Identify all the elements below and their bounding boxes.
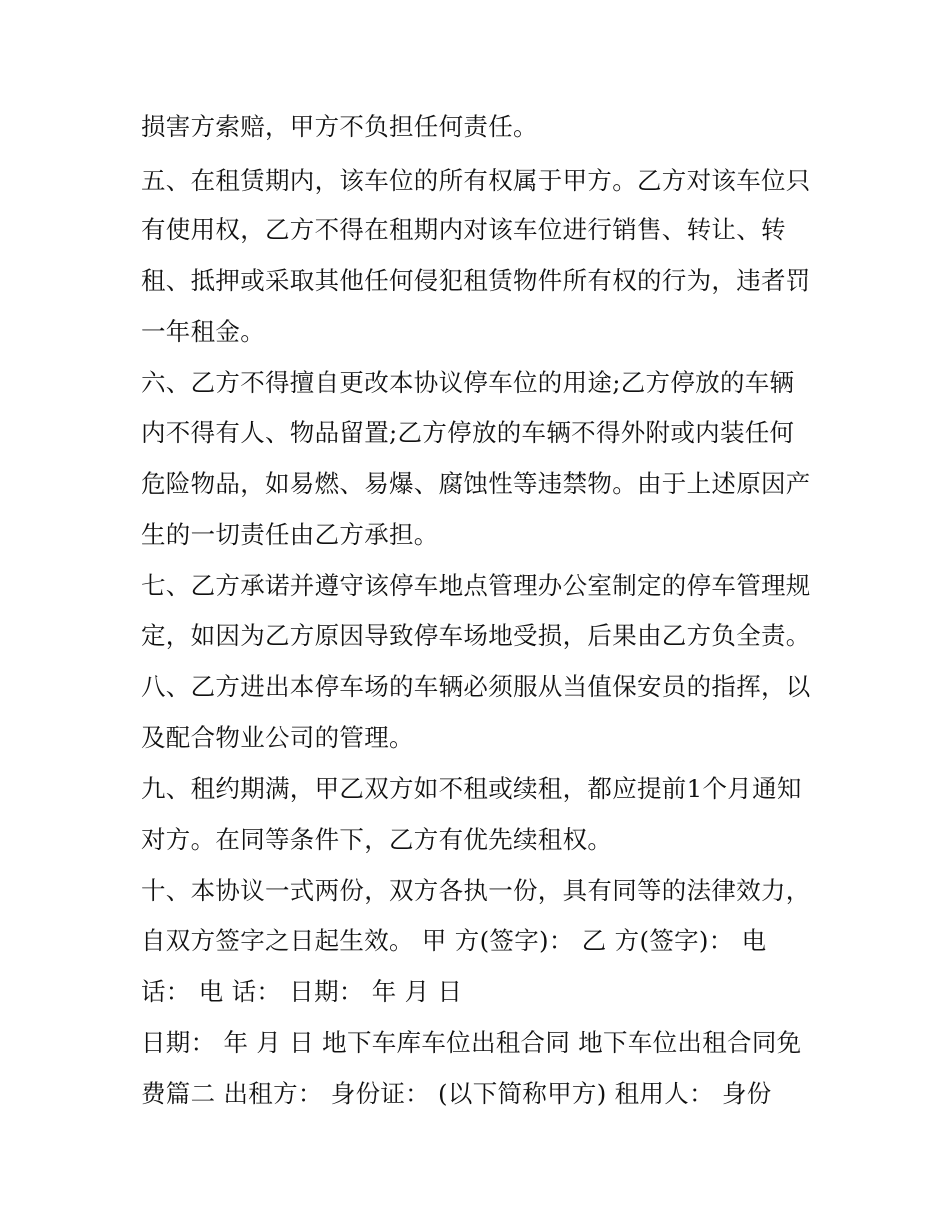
text-line: 五、在租赁期内，该车位的所有权属于甲方。乙方对该车位只 — [141, 166, 811, 195]
text-line: 六、乙方不得擅自更改本协议停车位的用途;乙方停放的车辆 — [141, 368, 795, 397]
text-line: 日期： 年 月 日 地下车库车位出租合同 地下车位出租合同免 — [141, 1028, 802, 1057]
text-line: 费篇二 出租方： 身份证： (以下简称甲方) 租用人： 身份 — [141, 1079, 772, 1108]
text-line: 租、抵押或采取其他任何侵犯租赁物件所有权的行为，违者罚 — [141, 266, 811, 295]
text-line: 有使用权，乙方不得在租期内对该车位进行销售、转让、转 — [141, 215, 786, 244]
text-line: 损害方索赔，甲方不负担任何责任。 — [141, 112, 538, 141]
text-line: 对方。在同等条件下，乙方有优先续租权。 — [141, 825, 613, 854]
text-line: 及配合物业公司的管理。 — [141, 723, 414, 752]
text-line: 一年租金。 — [141, 317, 265, 346]
text-line: 十、本协议一式两份，双方各执一份，具有同等的法律效力， — [141, 876, 811, 905]
text-line: 话： 电 话： 日期： 年 月 日 — [141, 977, 463, 1006]
text-line: 生的一切责任由乙方承担。 — [141, 520, 439, 549]
text-line: 内不得有人、物品留置;乙方停放的车辆不得外附或内装任何 — [141, 418, 795, 447]
text-line: 七、乙方承诺并遵守该停车地点管理办公室制定的停车管理规 — [141, 571, 811, 600]
text-line: 危险物品，如易燃、易爆、腐蚀性等违禁物。由于上述原因产 — [141, 469, 811, 498]
text-line: 九、租约期满，甲乙双方如不租或续租，都应提前1个月通知 — [141, 774, 802, 803]
text-line: 自双方签字之日起生效。 甲 方(签字)： 乙 方(签字)： 电 — [141, 926, 767, 955]
text-line: 定，如因为乙方原因导致停车场地受损，后果由乙方负全责。 — [141, 621, 811, 650]
text-line: 八、乙方进出本停车场的车辆必须服从当值保安员的指挥，以 — [141, 672, 811, 701]
